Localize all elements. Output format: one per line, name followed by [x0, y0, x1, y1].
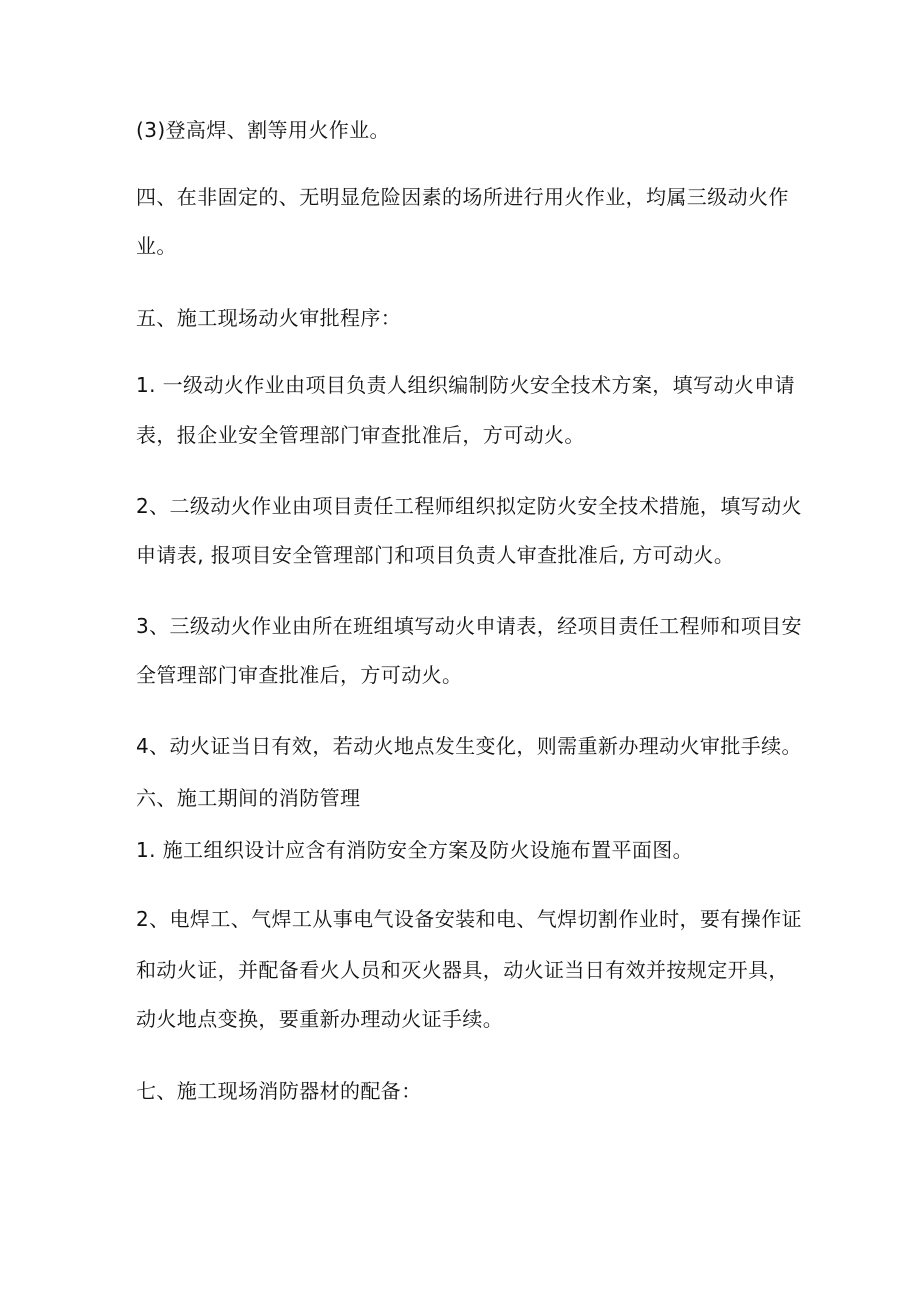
- text-line-16: 动火地点变换，要重新办理动火证手续。: [136, 1007, 504, 1031]
- text-line-3: 业。: [136, 234, 177, 258]
- text-line-1: (3)登高焊、割等用火作业。: [136, 118, 390, 142]
- text-line-5: 1. 一级动火作业由项目负责人组织编制防火安全技术方案，填写动火申请: [136, 373, 796, 397]
- text-line-10: 全管理部门审查批准后，方可动火。: [136, 663, 463, 687]
- text-line-8: 申请表, 报项目安全管理部门和项目负责人审查批准后, 方可动火。: [136, 543, 735, 567]
- text-line-7: 2、二级动火作业由项目责任工程师组织拟定防火安全技术措施，填写动火: [136, 494, 802, 518]
- text-line-6: 表，报企业安全管理部门审查批准后，方可动火。: [136, 423, 585, 447]
- text-line-4: 五、施工现场动火审批程序：: [136, 306, 402, 330]
- text-line-12: 六、施工期间的消防管理: [136, 786, 361, 810]
- text-line-9: 3、三级动火作业由所在班组填写动火申请表，经项目责任工程师和项目安: [136, 614, 802, 638]
- text-line-11: 4、动火证当日有效，若动火地点发生变化，则需重新办理动火审批手续。: [136, 734, 802, 758]
- text-line-17: 七、施工现场消防器材的配备：: [136, 1079, 422, 1103]
- text-line-15: 和动火证，并配备看火人员和灭火器具，动火证当日有效并按规定开具，: [136, 958, 789, 982]
- text-line-13: 1. 施工组织设计应含有消防安全方案及防火设施布置平面图。: [136, 838, 694, 862]
- text-line-2: 四、在非固定的、无明显危险因素的场所进行用火作业，均属三级动火作: [136, 185, 789, 209]
- text-line-14: 2、电焊工、气焊工从事电气设备安装和电、气焊切割作业时，要有操作证: [136, 907, 802, 931]
